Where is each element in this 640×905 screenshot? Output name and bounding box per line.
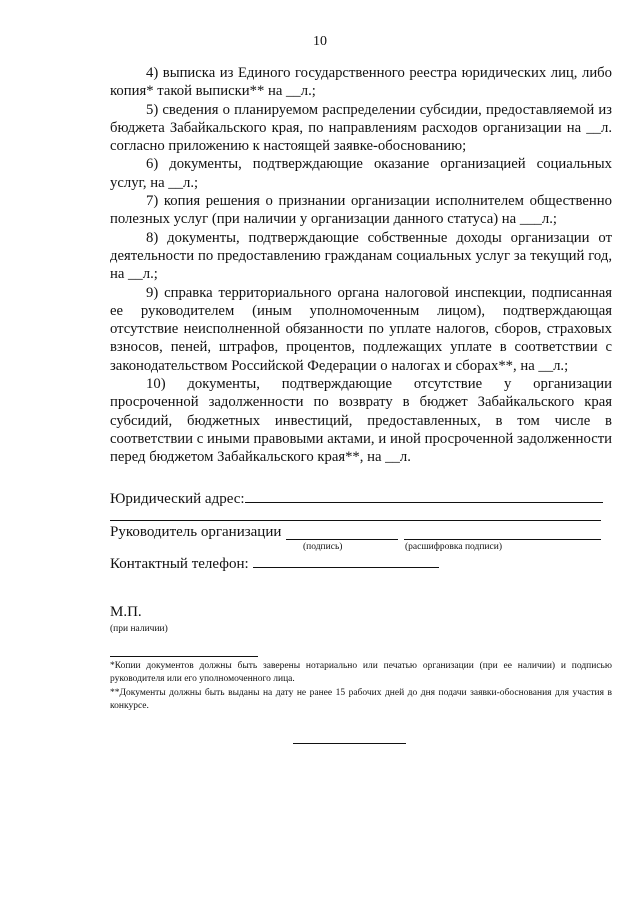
legal-address-line-2 [110, 520, 601, 521]
phone-line [253, 553, 439, 568]
head-label: Руководитель организации [110, 524, 282, 540]
signature-line [286, 539, 398, 540]
legal-address-label: Юридический адрес: [110, 491, 245, 507]
footnote-1: *Копии документов должны быть заверены нотариально или печатью организации (при ее наличии) и подписью руководителя или его уполномоченного лица. [110, 661, 612, 684]
list-item-4: 4) выписка из Единого государственного реестра юридических лиц, либо копия* такой выписки** на __л.; [110, 65, 612, 100]
legal-address-row [110, 488, 603, 508]
footnote-separator [110, 656, 258, 657]
list-item-5: 5) сведения о планируемом распределении субсидии, предоставляемой из бюджета Забайкальского края, по направлениям расходов организации на __л. согласно приложению к настоящей заявке-обоснованию; [110, 101, 612, 155]
legal-address-line [245, 488, 603, 503]
stamp-label: М.П. [110, 604, 142, 620]
footnotes [110, 660, 612, 714]
list-item-10: 10) документы, подтверждающие отсутствие у организации просроченной задолженности по возврату в бюджет Забайкальского края субсидий, бюджетных инвестиций, предоставленных, в том числе в соответствии с иными правовыми актами, и иной просроченной задолженности перед бюджетом Забайкальского края**, на __л. [110, 376, 612, 466]
list-item-7: 7) копия решения о признании организации исполнителем общественно полезных услуг (при наличии у организации данного статуса) на ___л.; [110, 193, 612, 228]
page-number: 10 [313, 34, 327, 49]
end-separator [293, 743, 406, 744]
decoding-line [404, 539, 601, 540]
footnote-2: **Документы должны быть выданы на дату не ранее 15 рабочих дней до дня подачи заявки-обоснования для участия в конкурсе. [110, 688, 612, 711]
decoding-caption: (расшифровка подписи) [405, 542, 502, 552]
list-item-6: 6) документы, подтверждающие оказание организацией социальных услуг, на __л.; [110, 156, 612, 191]
head-row [110, 523, 281, 541]
stamp-note: (при наличии) [110, 624, 168, 634]
document-list [110, 64, 612, 467]
list-item-8: 8) документы, подтверждающие собственные доходы организации от деятельности по предоставлению гражданам социальных услуг за текущий год, на __л.; [110, 229, 612, 283]
phone-row [110, 553, 439, 573]
list-item-9: 9) справка территориального органа налоговой инспекции, подписанная ее руководителем (иным уполномоченным лицом), подтверждающая отсутствие неисполненной обязанности по уплате налогов, сборов, страховых взносов, пеней, штрафов, процентов, подлежащих уплате в соответствии с законодательством Российской Федерации о налогах и сборах**, на __л.; [110, 284, 612, 374]
signature-caption: (подпись) [303, 542, 343, 552]
phone-label: Контактный телефон: [110, 556, 249, 572]
